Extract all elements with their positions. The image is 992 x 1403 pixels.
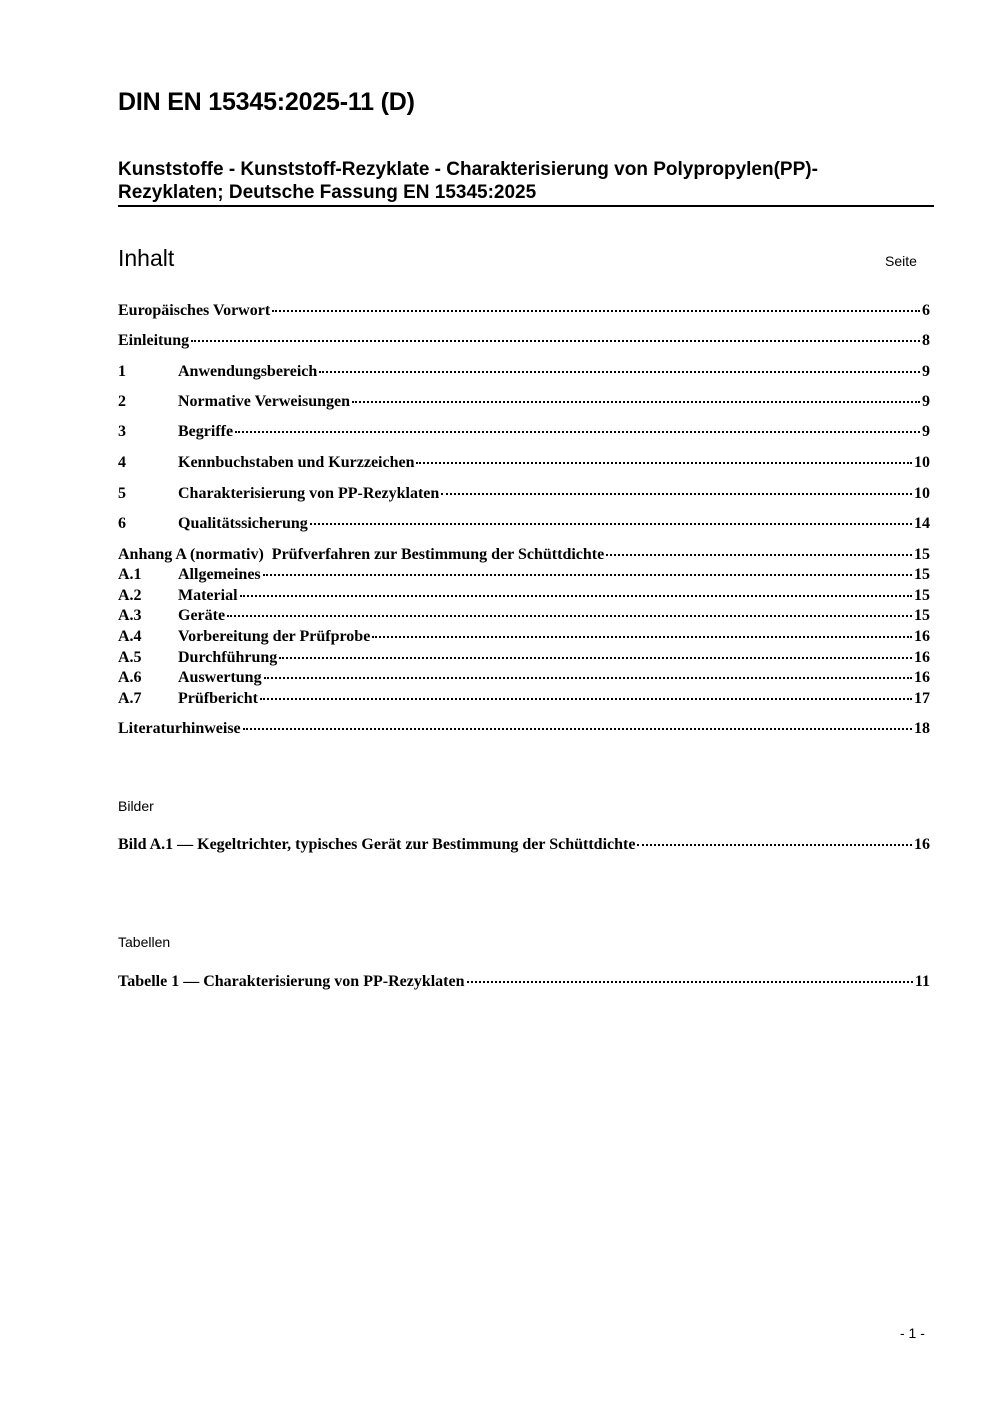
toc-entry-label: Begriffe (178, 423, 234, 440)
toc-entry-label: Prüfbericht (178, 690, 258, 707)
toc-leader-dots (352, 400, 920, 403)
toc-entry-page: 15 (914, 587, 930, 604)
toc-leader-dots (263, 573, 912, 576)
toc-leader-dots (235, 430, 920, 433)
toc-entry-number: A.7 (118, 690, 142, 707)
document-title-line-1: Kunststoffe - Kunststoff-Rezyklate - Charakterisierung von Polypropylen(PP)- (118, 159, 818, 180)
toc-leader-dots (227, 614, 912, 617)
toc-leader-dots (243, 727, 912, 730)
toc-heading: Inhalt (118, 245, 175, 271)
document-id: DIN EN 15345:2025-11 (D) (118, 88, 415, 116)
toc-entry-label: Kennbuchstaben und Kurzzeichen (178, 454, 415, 471)
toc-entry-page: 17 (914, 690, 930, 707)
toc-entry-1[interactable] (118, 363, 930, 383)
toc-entry-label: Normative Verweisungen (178, 393, 350, 410)
toc-leader-dots (240, 594, 912, 597)
toc-leader-dots (264, 676, 912, 679)
figure-entry-a1[interactable] (118, 836, 930, 856)
toc-entry-number: 5 (118, 485, 126, 502)
toc-entry-page: 15 (914, 566, 930, 583)
toc-entry-page: 9 (922, 363, 930, 380)
toc-leader-dots (372, 635, 912, 638)
toc-entry-page: 6 (922, 302, 930, 319)
toc-entry-label: Anwendungsbereich (178, 363, 318, 380)
toc-leader-dots (272, 309, 920, 312)
document-title (118, 158, 932, 204)
tables-heading: Tabellen (118, 934, 171, 950)
toc-entry-number: A.5 (118, 649, 142, 666)
toc-leader-dots (637, 843, 912, 846)
toc-entry-number: A.2 (118, 587, 142, 604)
toc-entry-europaeisches-vorwort[interactable] (118, 302, 930, 322)
toc-entry-einleitung[interactable] (118, 332, 930, 352)
document-title-line-2: Rezyklaten; Deutsche Fassung EN 15345:2025 (118, 182, 537, 203)
figures-heading: Bilder (118, 798, 154, 814)
toc-entry-page: 15 (914, 607, 930, 624)
title-divider (118, 205, 934, 207)
toc-leader-dots (191, 339, 920, 342)
toc-leader-dots (606, 553, 912, 556)
toc-entry-label: Einleitung (118, 332, 190, 349)
toc-entry-page: 15 (914, 546, 930, 563)
toc-entry-number: A.1 (118, 566, 142, 583)
toc-leader-dots (279, 656, 912, 659)
toc-entry-a2[interactable] (118, 587, 930, 607)
toc-entry-number: 6 (118, 515, 126, 532)
toc-entry-label: Charakterisierung von PP-Rezyklaten (178, 485, 440, 502)
toc-entry-number: A.4 (118, 628, 142, 645)
toc-entry-page: 10 (914, 485, 930, 502)
toc-entry-label: Literaturhinweise (118, 720, 241, 737)
toc-entry-number: A.3 (118, 607, 142, 624)
toc-entry-label: Qualitätssicherung (178, 515, 308, 532)
toc-entry-a1[interactable] (118, 566, 930, 586)
toc-entry-label: Auswertung (178, 669, 262, 686)
toc-entry-label: Vorbereitung der Prüfprobe (178, 628, 371, 645)
toc-leader-dots (441, 492, 912, 495)
toc-entry-a4[interactable] (118, 628, 930, 648)
table-entry-1[interactable] (118, 973, 930, 993)
table-entry-label: Tabelle 1 — Charakterisierung von PP-Rezyklaten (118, 973, 465, 990)
toc-entry-number: 3 (118, 423, 126, 440)
toc-leader-dots (416, 461, 912, 464)
toc-entry-2[interactable] (118, 393, 930, 413)
toc-entry-5[interactable] (118, 485, 930, 505)
toc-entry-a7[interactable] (118, 690, 930, 710)
toc-entry-label: Allgemeines (178, 566, 261, 583)
toc-entry-number: 1 (118, 363, 126, 380)
toc-entry-page: 16 (914, 649, 930, 666)
toc-entry-a6[interactable] (118, 669, 930, 689)
toc-entry-label: Europäisches Vorwort (118, 302, 271, 319)
figure-entry-page: 16 (914, 836, 930, 853)
toc-entry-3[interactable] (118, 423, 930, 443)
toc-entry-page: 18 (914, 720, 930, 737)
toc-leader-dots (319, 370, 920, 373)
toc-entry-a5[interactable] (118, 649, 930, 669)
toc-entry-label: Durchführung (178, 649, 278, 666)
toc-leader-dots (310, 522, 912, 525)
toc-entry-page: 8 (922, 332, 930, 349)
toc-entry-page: 9 (922, 393, 930, 410)
toc-entry-page: 16 (914, 628, 930, 645)
toc-leader-dots (467, 980, 913, 983)
toc-entry-anhang-a[interactable] (118, 546, 930, 566)
toc-leader-dots (260, 697, 912, 700)
toc-entry-label: Anhang A (normativ) Prüfverfahren zur Bestimmung der Schüttdichte (118, 546, 605, 563)
toc-page-label: Seite (885, 253, 917, 269)
toc-entry-number: 2 (118, 393, 126, 410)
figure-entry-label: Bild A.1 — Kegeltrichter, typisches Gerät zur Bestimmung der Schüttdichte (118, 836, 636, 853)
toc-entry-4[interactable] (118, 454, 930, 474)
toc-entry-page: 10 (914, 454, 930, 471)
toc-entry-a3[interactable] (118, 607, 930, 627)
toc-entry-page: 9 (922, 423, 930, 440)
table-entry-page: 11 (914, 973, 930, 990)
toc-entry-number: A.6 (118, 669, 142, 686)
page-number: - 1 - (900, 1325, 925, 1341)
toc-entry-number: 4 (118, 454, 126, 471)
toc-entry-6[interactable] (118, 515, 930, 535)
toc-entry-label: Geräte (178, 607, 226, 624)
toc-entry-label: Material (178, 587, 238, 604)
toc-entry-page: 14 (914, 515, 930, 532)
toc-entry-literaturhinweise[interactable] (118, 720, 930, 740)
toc-entry-page: 16 (914, 669, 930, 686)
